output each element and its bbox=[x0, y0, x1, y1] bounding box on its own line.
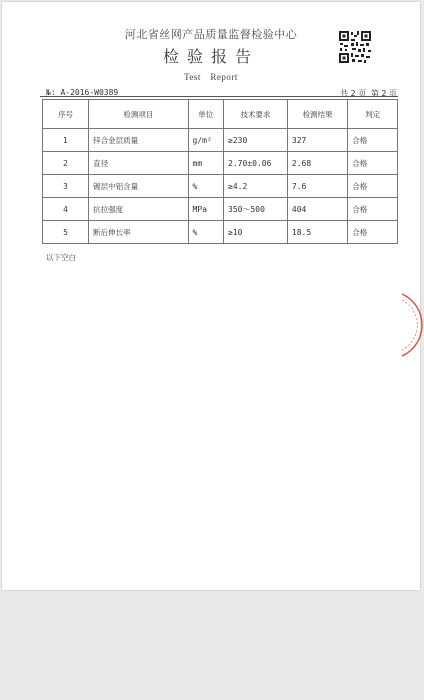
cell-no: 1 bbox=[43, 129, 89, 152]
column-header: 检测结果 bbox=[287, 100, 347, 129]
column-header: 序号 bbox=[43, 100, 89, 129]
cell-requirement: 2.70±0.06 bbox=[224, 152, 288, 175]
cell-item: 锌合金层质量 bbox=[89, 129, 188, 152]
column-header: 判定 bbox=[348, 100, 398, 129]
cell-result: 327 bbox=[287, 129, 347, 152]
table-row bbox=[43, 152, 398, 175]
cell-result: 18.5 bbox=[287, 221, 347, 244]
cell-requirement: 350～500 bbox=[224, 198, 288, 221]
cell-result: 2.68 bbox=[287, 152, 347, 175]
cell-no: 5 bbox=[43, 221, 89, 244]
column-header: 检测项目 bbox=[89, 100, 188, 129]
report-title: 检验报告 bbox=[162, 47, 259, 66]
table-row bbox=[43, 175, 398, 198]
report-page bbox=[2, 2, 420, 590]
page-indicator bbox=[339, 88, 398, 99]
cell-item: 镀层中铝含量 bbox=[89, 175, 188, 198]
cell-item: 断后伸长率 bbox=[89, 221, 188, 244]
qr-code-icon bbox=[338, 30, 372, 64]
seal-stamp-inner-arc bbox=[402, 300, 417, 350]
blank-below-note: 以下空白 bbox=[46, 253, 76, 262]
cell-unit: % bbox=[188, 221, 224, 244]
cell-verdict: 合格 bbox=[348, 152, 398, 175]
cell-verdict: 合格 bbox=[348, 175, 398, 198]
page-current: 第 2 页 bbox=[370, 89, 397, 98]
cell-no: 3 bbox=[43, 175, 89, 198]
column-header: 单位 bbox=[188, 100, 224, 129]
cell-unit: g/m² bbox=[188, 129, 224, 152]
results-table bbox=[42, 99, 398, 244]
cell-result: 7.6 bbox=[287, 175, 347, 198]
cell-unit: % bbox=[188, 175, 224, 198]
table-row bbox=[43, 129, 398, 152]
report-subtitle: Test Report bbox=[184, 72, 238, 82]
column-header: 技术要求 bbox=[224, 100, 288, 129]
org-name: 河北省丝网产品质量监督检验中心 bbox=[124, 28, 298, 41]
table-header-row bbox=[43, 100, 398, 129]
cell-verdict: 合格 bbox=[348, 198, 398, 221]
cell-no: 2 bbox=[43, 152, 89, 175]
report-number: №: A-2016-W0389 bbox=[46, 88, 119, 97]
cell-requirement: ≥230 bbox=[224, 129, 288, 152]
cell-no: 4 bbox=[43, 198, 89, 221]
table-row bbox=[43, 198, 398, 221]
page-total: 共 2 页 bbox=[340, 89, 367, 98]
cell-unit: mm bbox=[188, 152, 224, 175]
cell-item: 直径 bbox=[89, 152, 188, 175]
cell-verdict: 合格 bbox=[348, 221, 398, 244]
cell-result: 404 bbox=[287, 198, 347, 221]
table-row bbox=[43, 221, 398, 244]
header-rule bbox=[40, 96, 398, 97]
seal-stamp-icon bbox=[400, 292, 424, 358]
cell-requirement: ≥10 bbox=[224, 221, 288, 244]
cell-verdict: 合格 bbox=[348, 129, 398, 152]
cell-unit: MPa bbox=[188, 198, 224, 221]
cell-requirement: ≥4.2 bbox=[224, 175, 288, 198]
seal-stamp-arc bbox=[402, 294, 422, 356]
cell-item: 抗拉强度 bbox=[89, 198, 188, 221]
